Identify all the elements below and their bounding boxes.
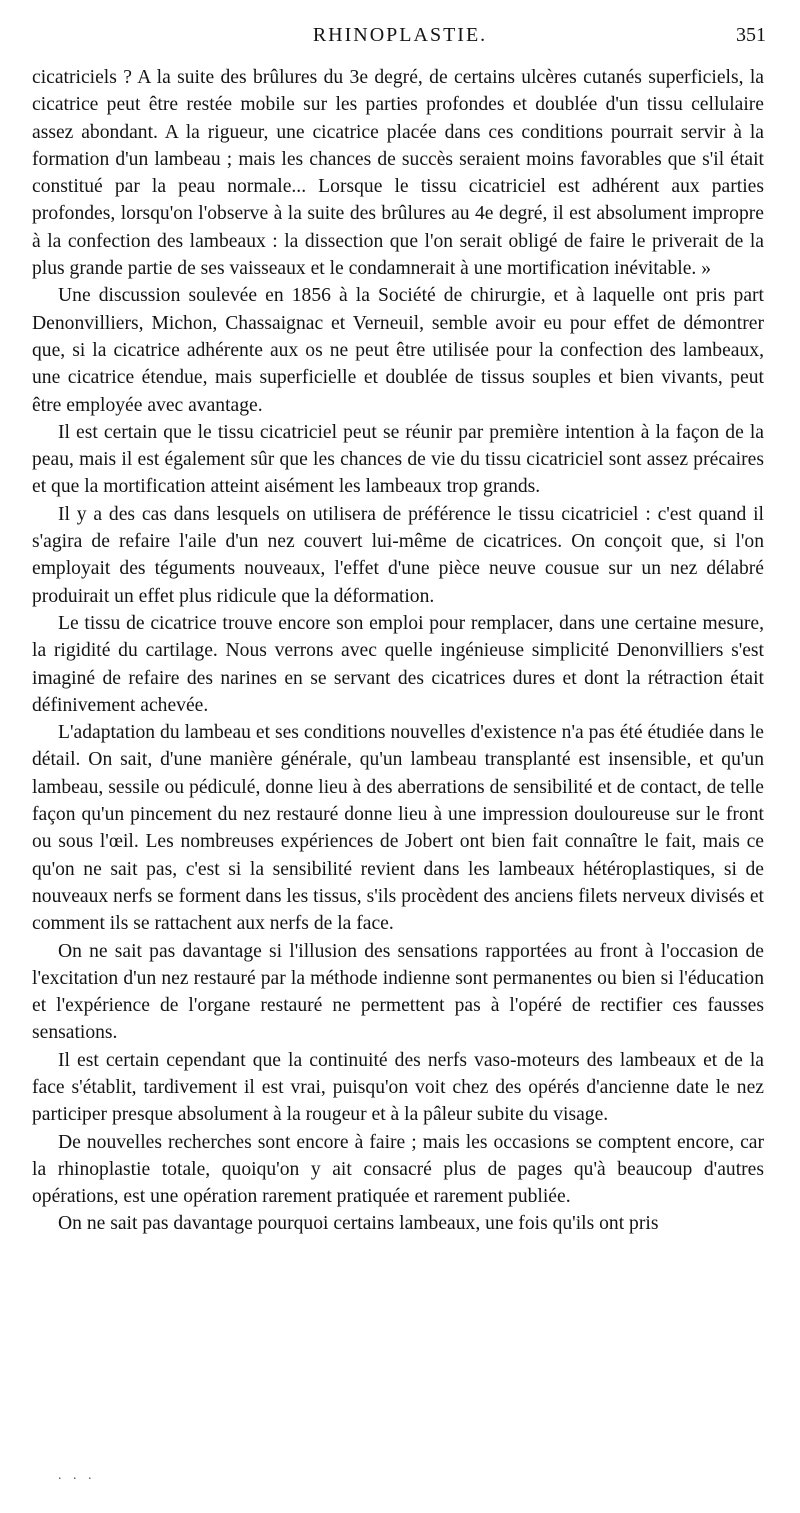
- paragraph: L'adaptation du lambeau et ses conditions nouvelles d'existence n'a pas été étudiée dans le détail. On sait, d'une manière générale, qu'un lambeau transplanté est insensible, et qu'un lambeau, sessile ou pédiculé, donne lieu à des aberrations de sensibilité et de contact, de telle façon qu'un pincement du nez restauré donne lieu à une impression douloureuse sur le front ou sous l'œil. Les nombreuses expériences de Jobert ont bien fait connaître le fait, mais ce qu'on ne sait pas, c'est si la sensibilité revient dans les lambeaux hétéroplastiques, si de nouveaux nerfs se forment dans les tissus, s'ils procèdent des anciens filets nerveux divisés et comment ils se rattachent aux nerfs de la face.: [32, 722, 764, 935]
- paragraph: On ne sait pas davantage si l'illusion des sensations rapportées au front à l'occasion de l'excitation d'un nez restauré par la méthode indienne sont permanentes ou bien si l'éducation et l'expérience de l'organe restauré ne permettent pas à l'opéré de rectifier ces fausses sensations.: [32, 940, 764, 1044]
- paragraph: Le tissu de cicatrice trouve encore son emploi pour remplacer, dans une certaine mesure, la rigidité du cartilage. Nous verrons avec quelle ingénieuse simplicité Denonvilliers s'est imaginé de refaire des narines en se servant des cicatrices dures et dont la rétraction était définivement achevée.: [32, 612, 764, 716]
- page-header: [30, 24, 770, 54]
- paragraph: Il y a des cas dans lesquels on utilisera de préférence le tissu cicatriciel : c'est quand il s'agira de refaire l'aile d'un nez couvert lui-même de cicatrices. On conçoit que, si l'on employait des téguments nouveaux, l'effet d'une pièce neuve cousue sur un nez délabré produirait un effet plus ridicule que la déformation.: [32, 503, 764, 607]
- paragraph: Une discussion soulevée en 1856 à la Société de chirurgie, et à laquelle ont pris part Denonvilliers, Michon, Chassaignac et Verneuil, semble avoir eu pour effet de démontrer que, si la cicatrice adhérente aux os ne peut être utilisée pour la confection des lambeaux, une cicatrice étendue, mais superficielle et doublée de tissus souples et bien vivants, peut être employée avec avantage.: [32, 285, 764, 416]
- footer-mark: . . .: [58, 1468, 96, 1483]
- paragraph: Il est certain que le tissu cicatriciel peut se réunir par première intention à la façon de la peau, mais il est également sûr que les chances de vie du tissu cicatriciel sont assez précaires et que la mortification atteint aisément les lambeaux trop grands.: [32, 421, 764, 498]
- paragraph: On ne sait pas davantage pourquoi certains lambeaux, une fois qu'ils ont pris: [58, 1213, 659, 1235]
- page-number: 351: [736, 24, 766, 46]
- body-text: [32, 64, 764, 1238]
- paragraph: Il est certain cependant que la continuité des nerfs vaso-moteurs des lambeaux et de la face s'établit, tardivement il est vrai, puisqu'on voit chez des opérés d'ancienne date le nez participer presque absolument à la rougeur et à la pâleur subite du visage.: [32, 1049, 764, 1126]
- paragraph: cicatriciels ? A la suite des brûlures du 3e degré, de certains ulcères cutanés superficiels, la cicatrice peut être restée mobile sur les parties profondes et doublée d'un tissu cellulaire assez abondant. A la rigueur, une cicatrice placée dans ces conditions pourrait servir à la formation d'un lambeau ; mais les chances de succès seraient moins favorables que s'il était constitué par la peau normale... Lorsque le tissu cicatriciel est adhérent aux parties profondes, lorsqu'on l'observe à la suite des brûlures au 4e degré, il est absolument impropre à la confection des lambeaux : la dissection que l'on serait obligé de faire le priverait de la plus grande partie de ses vaisseaux et le condamnerait à une mortification inévitable. »: [32, 67, 764, 280]
- running-title: RHINOPLASTIE.: [312, 24, 488, 46]
- paragraph: De nouvelles recherches sont encore à faire ; mais les occasions se comptent encore, car la rhinoplastie totale, quoiqu'on y ait consacré plus de pages qu'à beaucoup d'autres opérations, est une opération rarement pratiquée et rarement publiée.: [32, 1131, 764, 1208]
